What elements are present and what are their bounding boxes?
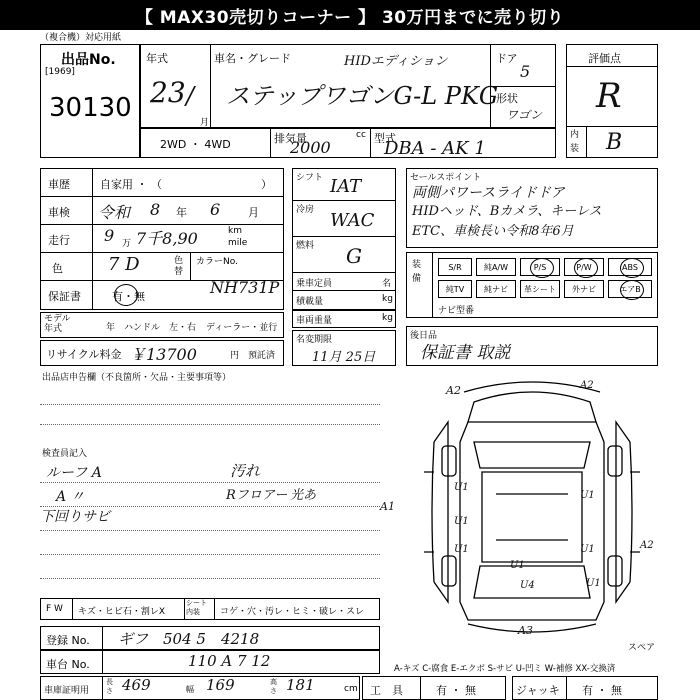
history-label: 車歴 [48,178,70,191]
rating-value: R [596,76,622,116]
capacity-label: 乗車定員 [296,279,333,289]
grade-note: HIDエディション [344,54,448,69]
damage-legend: A-キズ C-腐食 E-エクボ S-サビ U-凹ミ W-補修 XX-交換済 [394,664,616,674]
sales-point-line: 両側パワースライドドア [412,185,565,201]
spare-label: スペア [628,643,656,653]
color-label: 色 [52,262,63,275]
equip-aw: 純A/W [476,258,516,276]
registration-value: ギフ 504 5 4218 [118,630,260,648]
docs-value: 保証書 取説 [420,343,511,363]
equip-leather: 革シート [520,280,560,298]
interior-value: B [606,130,623,155]
cert-label: 車庫証明用 [44,686,90,696]
color-no-label: カラーNo. [196,257,238,267]
ac-value: WAC [330,210,375,231]
damage-mark: U1 [510,560,525,571]
equip-circle [574,258,598,278]
equip-circle [530,258,554,278]
load-label: 積載量 [296,297,324,307]
mileage-rest: 7千8,90 [136,229,198,248]
handle-label: 年 ハンドル 左・右 [106,323,197,333]
inspection-era: 令和 [98,203,131,222]
warranty-label: 保証書 [48,290,81,303]
year-label: 年式 [146,52,168,65]
cert-height: 181 [286,676,315,694]
tools-value: 有 ・ 無 [436,684,476,697]
model-label: 車名・グレード [214,52,291,65]
warranty-value: 有・無 [112,290,145,303]
equip-abs: ABS [608,258,652,276]
damage-mark: U1 [580,490,595,501]
door-value: 5 [520,62,531,81]
sales-point-line: HIDヘッド、Bカメラ、キーレス [412,204,602,219]
jack-label: ジャッキ [516,684,560,697]
equip-ext-navi: 外ナビ [564,280,604,298]
model-year-label: モデル年式 [44,314,71,334]
inspection-year: 8 [150,200,161,219]
damage-mark: A3 [518,624,533,637]
lot-label: 出品No. [61,52,116,68]
lot-code: [1969] [45,67,75,77]
shift-value: IAT [330,176,362,197]
inspector-right-line: 光あ [290,488,317,503]
equip-ps: P/S [520,258,560,276]
damage-mark: U1 [586,578,601,589]
damage-mark: U4 [520,580,535,591]
mileage-man: 9 [104,226,115,245]
damage-mark: U1 [454,482,469,493]
recycle-value: ￥13700 [130,345,197,364]
seat-label: シート内装 [186,599,207,616]
mileage-label: 走行 [48,234,70,247]
cert-width: 169 [206,676,235,694]
color-no-value: NH731P [210,278,280,297]
sales-point-line: ETC、車検長い令和8年6月 [412,224,574,239]
tools-label: 工 具 [370,684,403,697]
equip-tv: 純TV [438,280,472,298]
model-value: ステップワゴンG-L PKG [226,82,499,110]
color-change-label: 色替 [174,256,184,277]
equip-circle [620,280,644,300]
seat-value: コゲ・穴・汚レ・ヒミ・破レ・スレ [220,607,365,617]
displacement-value: 2000 [290,138,331,157]
equip-pw: P/W [564,258,604,276]
damage-mark: U1 [580,544,595,555]
inspector-line: 下回りサビ [40,509,110,525]
year-unit: 月 [200,118,210,128]
deadline-label: 名変期限 [296,335,333,345]
drive-label: 2WD ・ 4WD [160,138,231,151]
displacement-unit: cc [356,130,366,140]
damage-mark: A2 [446,384,461,397]
inspector-right-line: Rフロアー [226,488,288,503]
docs-label: 後日品 [410,331,438,341]
damage-mark: A2 [640,540,654,551]
lot-number: 30130 [49,93,132,123]
lot-box [40,44,140,158]
door-label: ドア [496,52,518,65]
seller-notes-label: 出品店申告欄（不良箇所・欠品・主要事項等） [42,373,232,383]
shape-value: ワゴン [506,108,543,122]
header-note: （複合機）対応用紙 [40,33,122,43]
chassis-value: 110 A 7 12 [188,652,271,670]
deadline-value: 11月 25日 [312,350,376,365]
color-value: 7 D [108,254,140,275]
rating-label: 評価点 [588,52,621,65]
fw-label: F W [46,604,63,614]
weight-label: 車両重量 [296,316,333,326]
inspection-month: 6 [210,200,221,219]
inspector-line: ルーフ A [46,465,102,481]
navi-model-label: ナビ型番 [438,306,475,316]
damage-mark: U1 [454,544,469,555]
equip-circle [620,258,644,278]
inspection-label: 車検 [48,206,70,219]
equip-airbag: エアB [608,280,652,298]
cert-length: 469 [122,676,151,694]
car-diagram [404,372,660,644]
year-value: 23 [150,76,186,109]
recycle-unit: 円 預託済 [230,351,276,361]
model-type-label: 型式 [374,132,396,145]
warranty-circle [114,284,138,306]
damage-mark: U1 [454,516,469,527]
fw-value: キズ・ヒビ石・割レX [78,607,165,617]
equipment-label: 装備 [412,260,422,284]
registration-label: 登録 No. [46,634,90,647]
shape-label: 形状 [496,92,518,105]
history-value: 自家用 ・ （ ） [100,178,272,191]
shift-label: シフト [296,173,324,183]
equip-sr: S/R [438,258,472,276]
title-banner: 【 MAX30売切りコーナー 】 30万円までに売り切り [0,0,700,30]
jack-value: 有 ・ 無 [582,684,622,697]
inspector-line: A 〃 [56,489,85,505]
inspector-right-line: 汚れ [230,462,261,480]
chassis-label: 車台 No. [46,658,90,671]
interior-label: 内装 [570,130,580,154]
dealer-label: ディーラー・並行 [206,323,278,333]
sales-points-label: セールスポイント [410,173,482,183]
model-type-value: DBA - AK 1 [384,138,486,159]
fuel-value: G [346,244,362,268]
damage-mark: A1 [380,500,395,513]
displacement-label: 排気量 [274,132,307,145]
recycle-label: リサイクル料金 [46,348,122,361]
fuel-label: 燃料 [296,241,315,251]
damage-mark: A2 [580,380,594,391]
inspector-label: 検査員記入 [42,449,88,459]
equip-navi: 純ナビ [476,280,516,298]
ac-label: 冷房 [296,205,315,215]
